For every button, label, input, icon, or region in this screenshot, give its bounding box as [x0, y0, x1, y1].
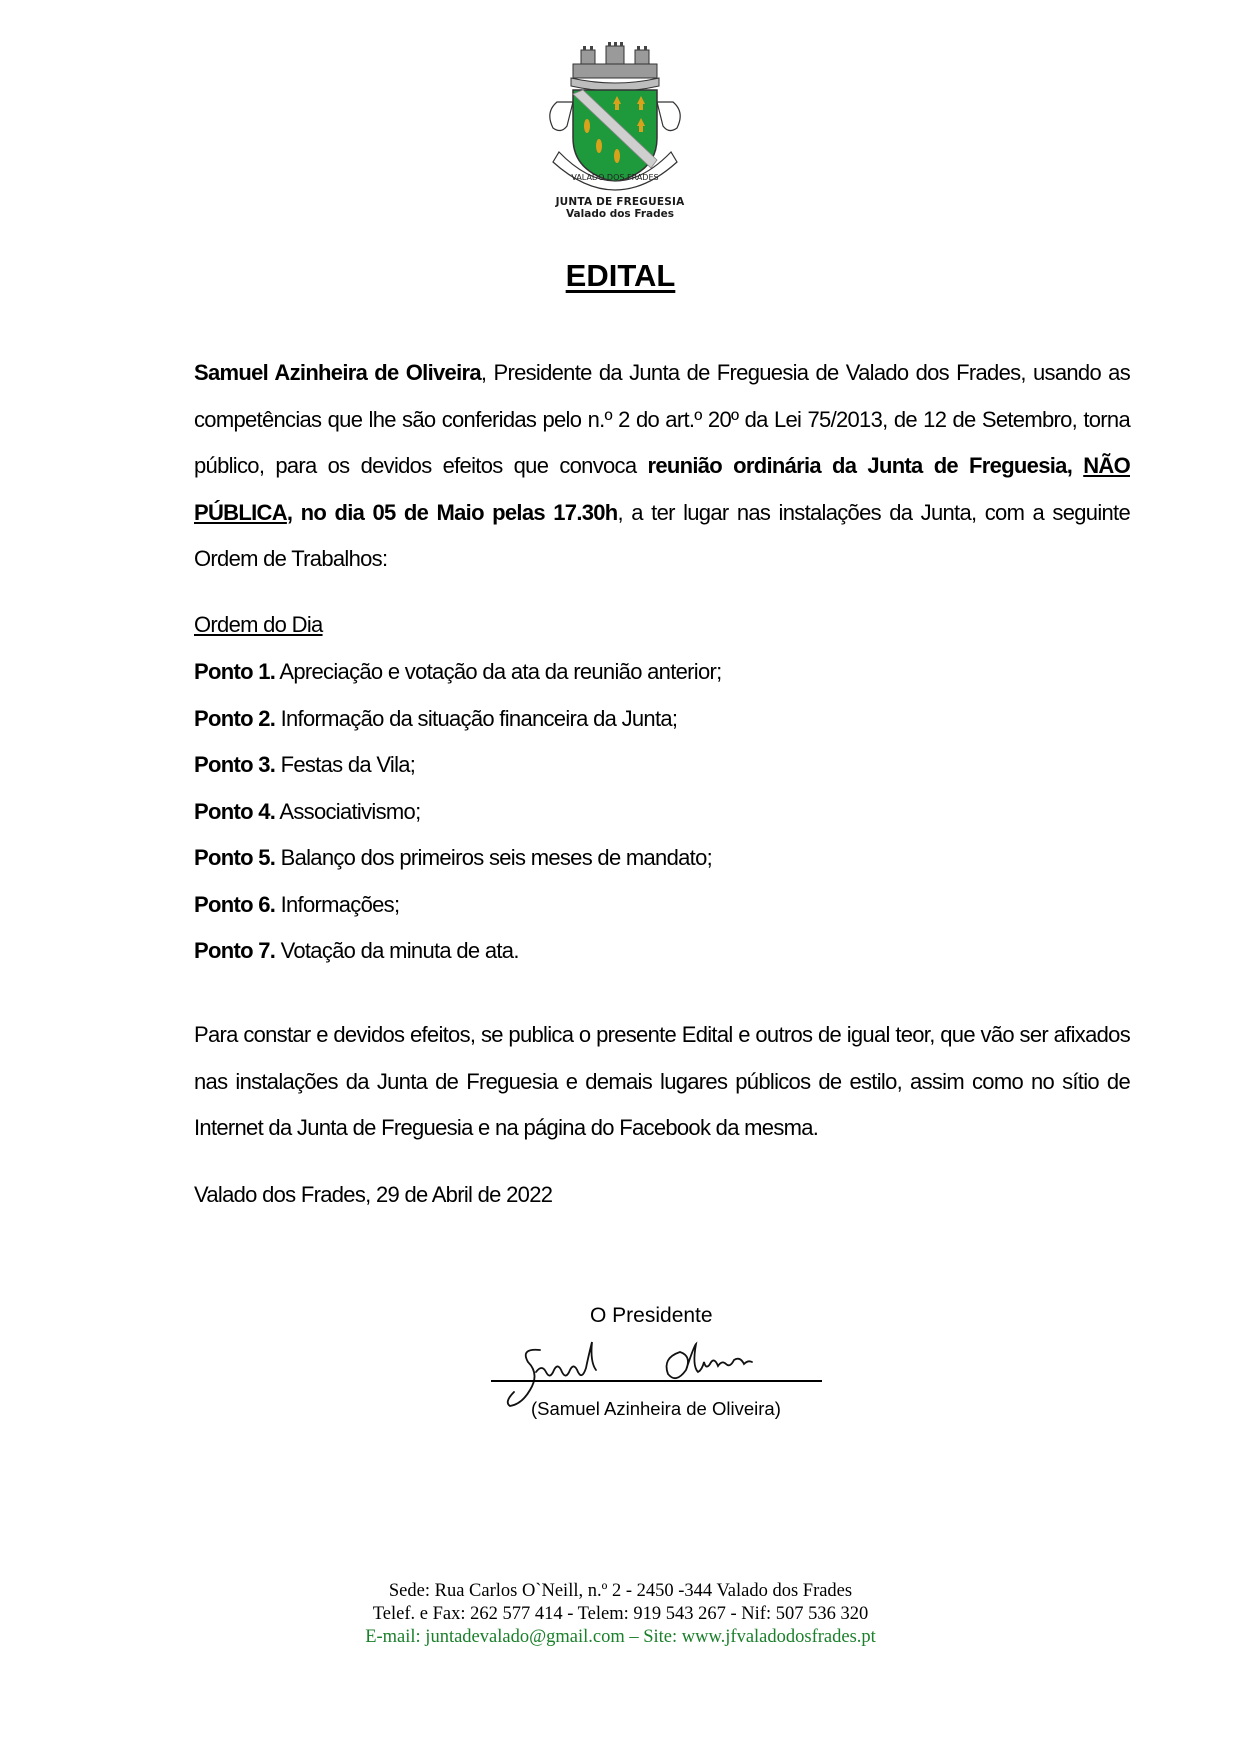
coat-of-arms-logo [543, 42, 687, 192]
agenda-item-label: Ponto 5. [194, 845, 276, 870]
agenda-item-text: Associativismo; [275, 798, 421, 824]
org-name-line2: Valado dos Frades [566, 208, 674, 220]
agenda-item [194, 704, 722, 751]
agenda-item-text: Balanço dos primeiros seis meses de mandato; [275, 845, 713, 870]
footer-phone: Telef. e Fax: 262 577 414 - Telem: 919 543 267 - Nif: 507 536 320 [372, 1604, 869, 1624]
agenda-item-text: Apreciação e votação da ata da reunião anterior; [275, 659, 722, 684]
place-and-date: Valado dos Frades, 29 de Abril de 2022 [194, 1182, 553, 1207]
agenda-item-text: Votação da minuta de ata. [275, 938, 519, 963]
agenda-item [194, 890, 722, 937]
agenda-item-text: Informações; [275, 891, 400, 917]
agenda-list [194, 657, 722, 983]
signature-line [491, 1380, 822, 1382]
meeting-type: reunião ordinária da Junta de Freguesia, [647, 453, 1084, 478]
meeting-visibility: NÃO PÚBLICA [194, 453, 1130, 525]
agenda-item-text: Festas da Vila; [275, 752, 416, 777]
president-name: Samuel Azinheira de Oliveira [194, 360, 481, 385]
intro-text-1: , Presidente da Junta de Freguesia de Valado dos Frades, usando as competências que lhe são conferidas pelo n.º 2 do art.º 20º da Lei 75/2013, de 12 de Setembro, torna público, para os devidos efeitos que convoca [194, 360, 1130, 478]
footer [0, 1580, 1241, 1649]
crest-ribbon-text: VALADO DOS FRADES [571, 173, 659, 182]
intro-text-2: , a ter lugar nas instalações da Junta, com a seguinte Ordem de Trabalhos: [194, 499, 1130, 571]
agenda-item [194, 750, 722, 797]
agenda-item-label: Ponto 6. [194, 891, 276, 917]
agenda-item-label: Ponto 3. [194, 752, 276, 777]
closing-paragraph: Para constar e devidos efeitos, se publica o presente Edital e outros de igual teor, que vão ser afixados nas instalações da Junta de Freguesia e demais lugares públicos de estilo, assim como no sítio de Internet da Junta de Freguesia e na página do Facebook da mesma. [194, 1022, 1130, 1140]
agenda-item-label: Ponto 7. [194, 938, 276, 963]
signatory-role: O Presidente [590, 1304, 713, 1327]
document-title: EDITAL [565, 258, 676, 293]
meeting-date-time: , no dia 05 de Maio pelas 17.30h [286, 499, 618, 525]
footer-email-site: E-mail: juntadevalado@gmail.com – Site: www.jfvaladodosfrades.pt [365, 1627, 876, 1647]
agenda-item [194, 936, 722, 983]
intro-paragraph [194, 350, 1130, 583]
signatory-name: (Samuel Azinheira de Oliveira) [531, 1398, 781, 1419]
agenda-item [194, 843, 722, 890]
agenda-item [194, 797, 722, 844]
footer-address: Sede: Rua Carlos O`Neill, n.º 2 - 2450 -344 Valado dos Frades [388, 1581, 853, 1601]
agenda-item-label: Ponto 4. [194, 798, 276, 824]
agenda-item [194, 657, 722, 704]
agenda-item-label: Ponto 1. [194, 659, 276, 684]
org-name-line1: JUNTA DE FREGUESIA [555, 196, 685, 208]
agenda-title: Ordem do Dia [194, 612, 323, 637]
agenda-item-label: Ponto 2. [194, 705, 276, 731]
agenda-item-text: Informação da situação financeira da Junta; [275, 705, 678, 731]
